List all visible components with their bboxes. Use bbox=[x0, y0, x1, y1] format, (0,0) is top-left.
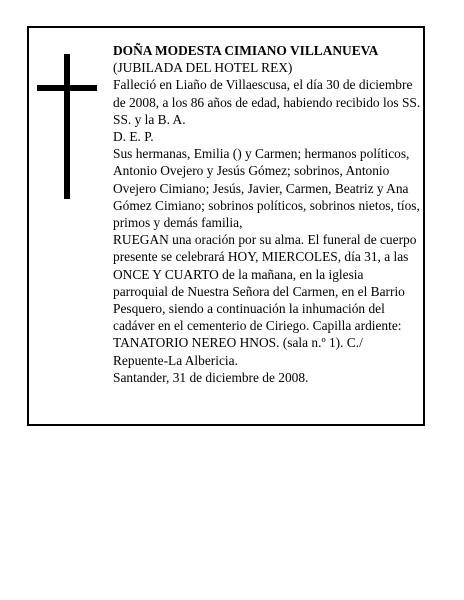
deceased-name: DOÑA MODESTA CIMIANO VILLANUEVA bbox=[113, 43, 379, 58]
cross-horizontal-bar bbox=[37, 85, 97, 91]
funeral-info: RUEGAN una oración por su alma. El funeral de cuerpo presente se celebrará HOY, MIERCOLES, día 31, a las ONCE Y CUARTO de la mañana, en la iglesia parroquial de Nuestra Señora del Carmen, en el Barrio Pesquero, siendo a continuación la inhumación del cadáver en el cementerio de Ciriego. Capilla ardiente: TANATORIO NEREO HNOS. (sala n.º 1). C./ Repuente-La Albericia. bbox=[113, 232, 417, 368]
cross-vertical-bar bbox=[64, 54, 70, 199]
family-list: Sus hermanas, Emilia () y Carmen; hermanos políticos, Antonio Ovejero y Jesús Gómez; sobrinos, Antonio Ovejero Cimiano; Jesús, Javier, Carmen, Beatriz y Ana Gómez Cimiano; sobrinos políticos, sobrinos nietos, tíos, primos y demás familia, bbox=[113, 146, 420, 231]
cross-icon bbox=[37, 54, 97, 199]
deceased-subtitle: (JUBILADA DEL HOTEL REX) bbox=[113, 60, 293, 76]
obituary-text bbox=[113, 42, 421, 386]
death-info: Falleció en Liaño de Villaescusa, el día 30 de diciembre de 2008, a los 86 años de edad, habiendo recibido los SS. SS. y la B. A. bbox=[113, 77, 421, 127]
obituary-notice bbox=[27, 26, 425, 426]
rip-line: D. E. P. bbox=[113, 129, 154, 145]
place-date: Santander, 31 de diciembre de 2008. bbox=[113, 369, 309, 385]
